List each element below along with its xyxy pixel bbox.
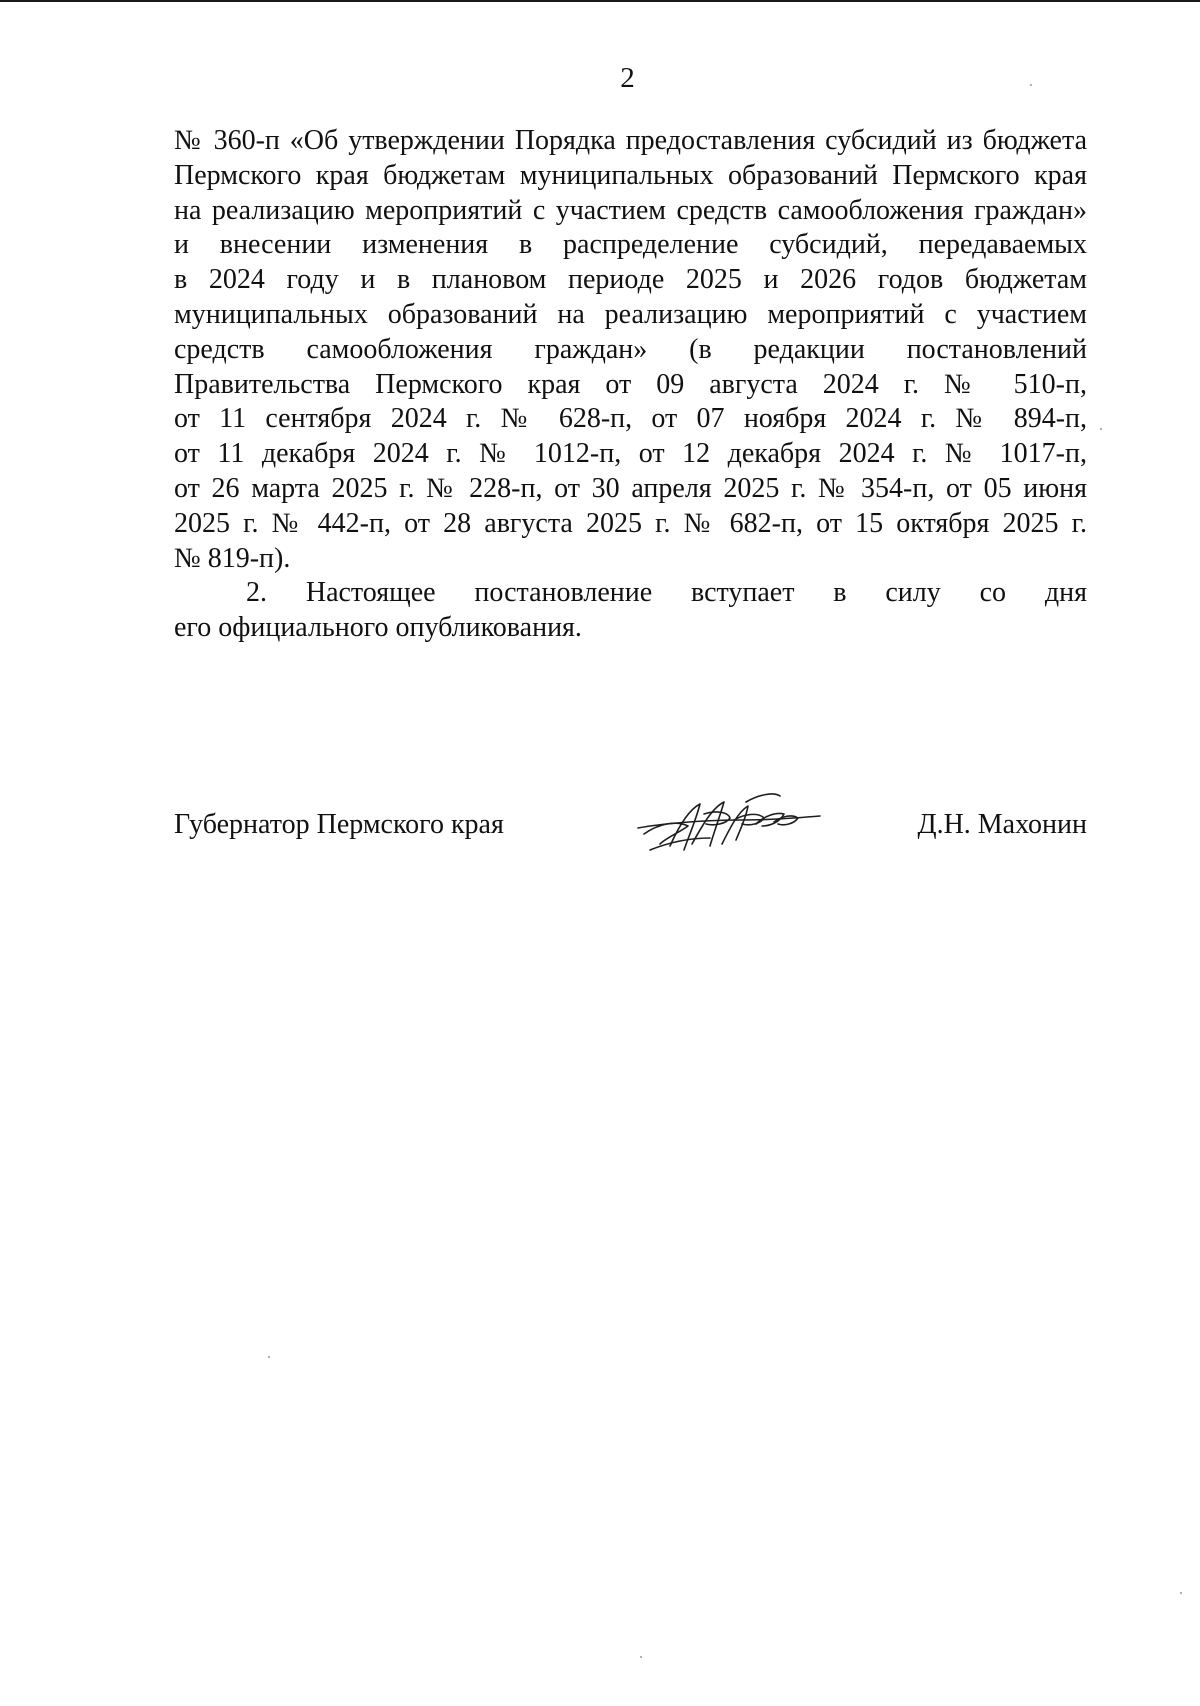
paragraph-line: муниципальных образований на реализацию мероприятий с участием — [174, 298, 1087, 330]
scan-speck — [1100, 428, 1102, 430]
signer-name: Д.Н. Махонин — [917, 809, 1087, 840]
paragraph-line: 2. Настоящее постановление вступает в силу со дня — [246, 577, 1087, 609]
paragraph-line: № 819-п). — [174, 542, 291, 574]
page-number: 2 — [620, 62, 635, 94]
paragraph-line: от 11 сентября 2024 г. № 628-п, от 07 ноября 2024 г. № 894-п, — [174, 403, 1087, 435]
paragraph-line: на реализацию мероприятий с участием средств самообложения граждан» — [174, 194, 1087, 226]
paragraph-line: от 11 декабря 2024 г. № 1012-п, от 12 декабря 2024 г. № 1017-п, — [174, 438, 1087, 470]
paragraph-line: средств самообложения граждан» (в редакции постановлений — [174, 333, 1087, 365]
paragraph-line: его официального опубликования. — [174, 612, 582, 644]
handwritten-signature — [630, 780, 830, 860]
paragraph-line: и внесении изменения в распределение субсидий, передаваемых — [174, 229, 1087, 261]
paragraph-line: Правительства Пермского края от 09 августа 2024 г. № 510-п, — [174, 368, 1087, 400]
scan-speck — [1030, 84, 1032, 86]
scan-speck — [1180, 1592, 1182, 1594]
document-body — [174, 124, 1087, 646]
paragraph-line: Пермского края бюджетам муниципальных образований Пермского края — [174, 159, 1087, 191]
top-scan-edge — [0, 0, 1200, 2]
paragraph-line: от 26 марта 2025 г. № 228-п, от 30 апреля 2025 г. № 354-п, от 05 июня — [174, 472, 1087, 504]
signer-position: Губернатор Пермского края — [174, 809, 504, 840]
paragraph-line: в 2024 году и в плановом периоде 2025 и 2026 годов бюджетам — [174, 264, 1087, 296]
paragraph-1 — [174, 124, 1087, 576]
scan-speck — [640, 1656, 642, 1658]
paragraph-2 — [174, 576, 1087, 646]
paragraph-line: 2025 г. № 442-п, от 28 августа 2025 г. № 682-п, от 15 октября 2025 г. — [174, 507, 1087, 539]
scan-speck — [268, 1356, 270, 1358]
paragraph-line: № 360-п «Об утверждении Порядка предоставления субсидий из бюджета — [174, 125, 1087, 156]
